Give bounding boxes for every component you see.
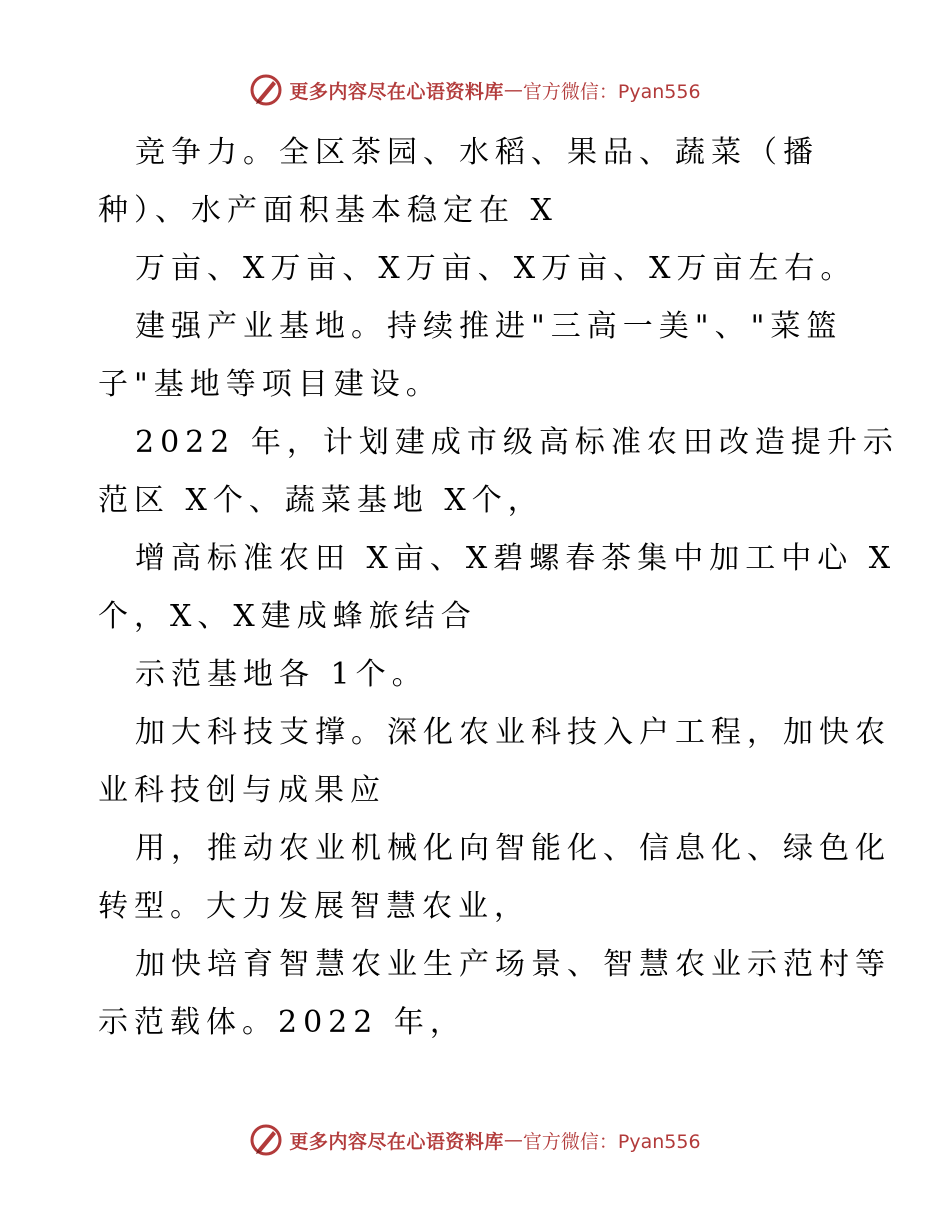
text-line: 示范载体。2022 年， (98, 1005, 466, 1040)
banner-wechat: 官方微信：Pyan556 (522, 80, 701, 103)
banner-wechat: 官方微信：Pyan556 (522, 1130, 701, 1153)
text-line: 增高标准农田 X亩、X碧螺春茶集中加工中心 X (135, 541, 897, 576)
text-line: 竞争力。全区茶园、水稻、果品、蔬菜（播 (135, 135, 819, 170)
text-line: 转型。大力发展智慧农业， (98, 889, 530, 924)
banner-separator: — (503, 79, 523, 101)
text-line: 万亩、X万亩、X万亩、X万亩、X万亩左右。 (135, 251, 857, 286)
text-line: 用，推动农业机械化向智能化、信息化、绿色化 (135, 831, 891, 866)
header-banner (0, 70, 950, 110)
banner-title: 更多内容尽在心语资料库 (289, 1130, 504, 1153)
text-line: 示范基地各 1个。 (135, 657, 428, 692)
pen-logo-icon (249, 73, 283, 107)
text-line: 子"基地等项目建设。 (98, 367, 442, 402)
text-line: 2022 年，计划建成市级高标准农田改造提升示 (135, 425, 899, 460)
text-line: 加快培育智慧农业生产场景、智慧农业示范村等 (135, 947, 891, 982)
banner-title: 更多内容尽在心语资料库 (289, 80, 504, 103)
text-line: 范区 X个、蔬菜基地 X个， (98, 483, 544, 518)
text-line: 加大科技支撑。深化农业科技入户工程，加快农 (135, 715, 891, 750)
text-line: 业科技创与成果应 (98, 773, 386, 808)
text-line: 建强产业基地。持续推进"三高一美"、"菜篮 (135, 309, 843, 344)
document-body (98, 124, 899, 1052)
footer-banner (0, 1120, 950, 1160)
text-line: 个，X、X建成蜂旅结合 (98, 599, 477, 634)
banner-separator: — (503, 1129, 523, 1151)
text-line: 种）、水产面积基本稳定在 X (98, 193, 558, 228)
pen-logo-icon (249, 1123, 283, 1157)
